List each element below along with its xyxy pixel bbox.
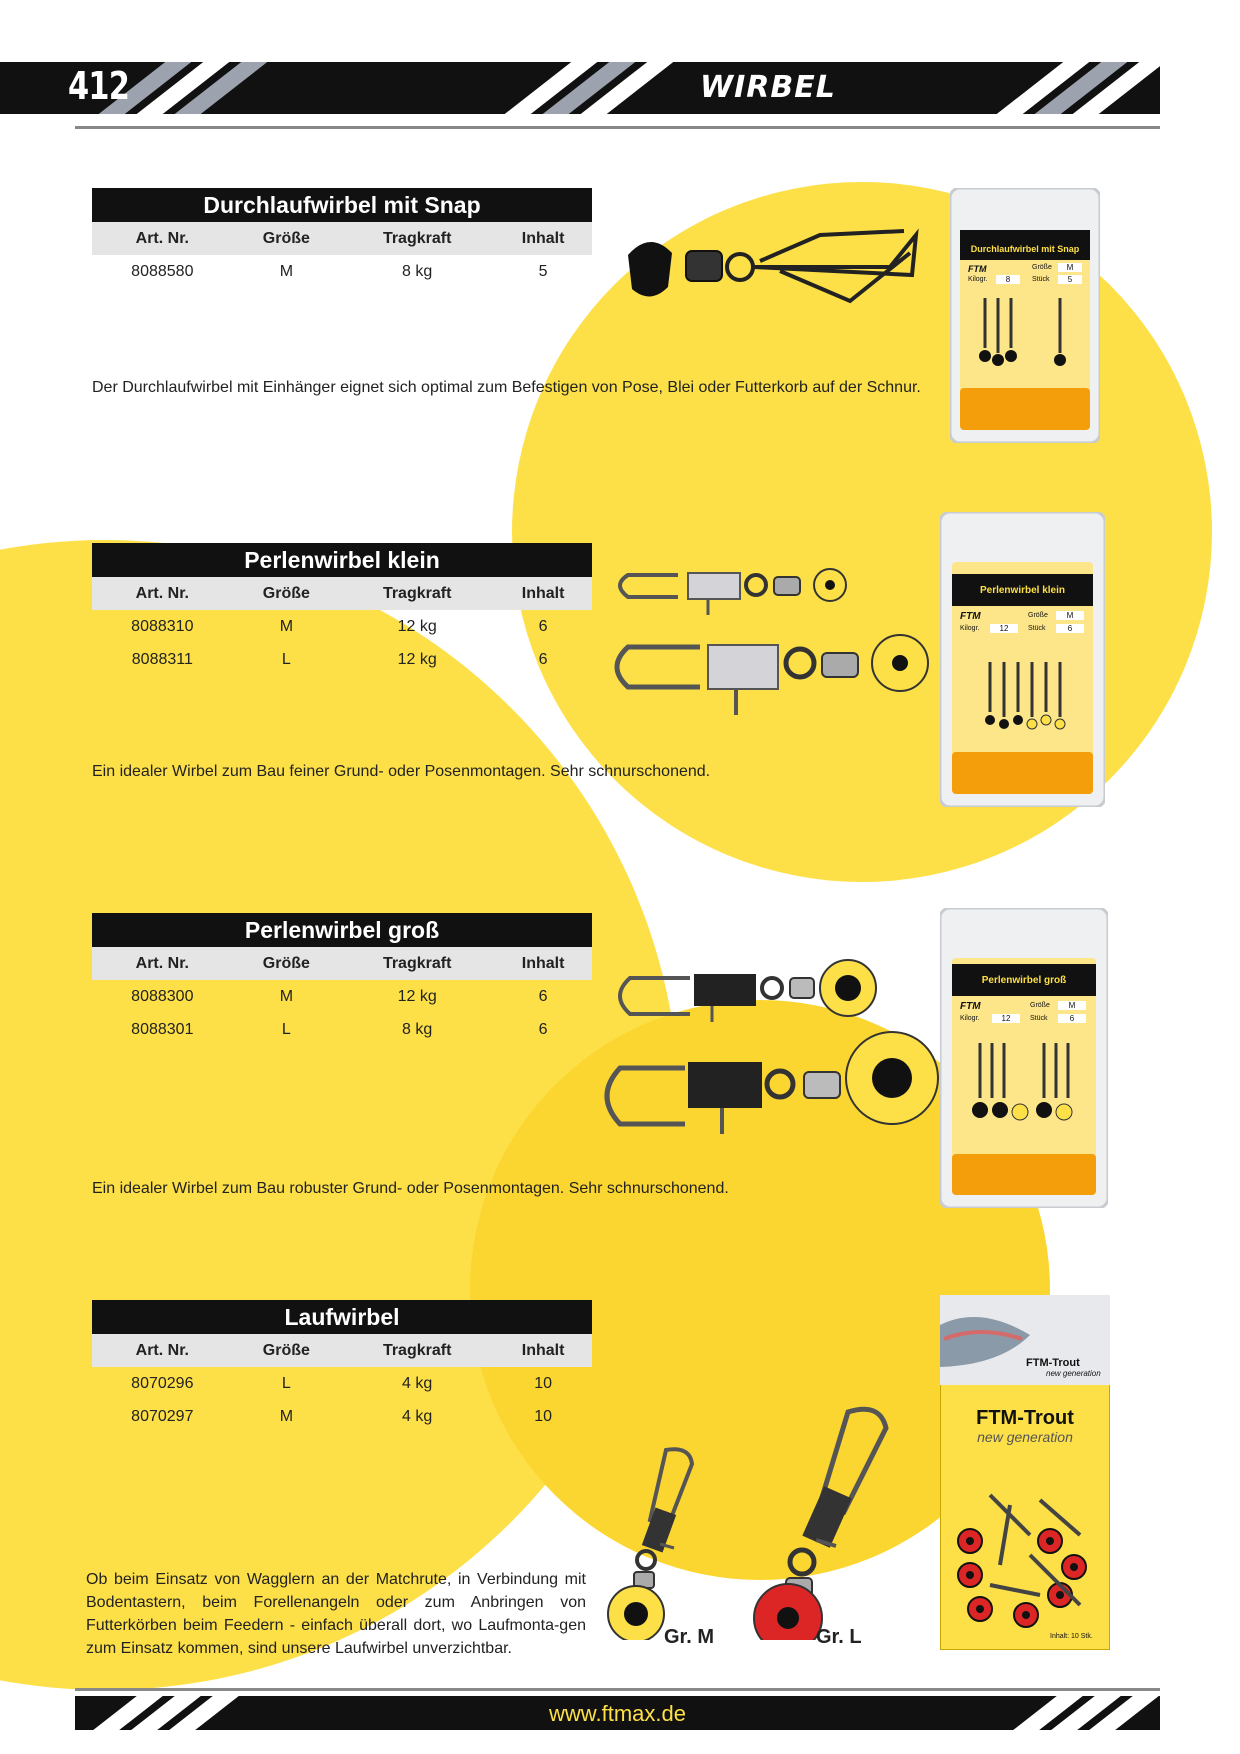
package-brand: FTM <box>960 1001 981 1012</box>
cell-groesse: M <box>279 987 294 1005</box>
col-header-art-nr: Art. Nr. <box>92 222 233 255</box>
cell-tragkraft: 8 kg <box>402 262 433 280</box>
package-count: 6 <box>1058 1014 1086 1023</box>
cell-art-nr: 8088310 <box>131 617 194 635</box>
spec-table <box>92 947 592 1046</box>
table-row <box>92 610 592 643</box>
package-kg: 12 <box>990 624 1018 633</box>
table-header-row <box>92 222 592 255</box>
cell-groesse: L <box>281 1374 291 1392</box>
package-blister <box>940 908 1108 1208</box>
package-brand: FTM <box>968 264 987 274</box>
package-blister <box>950 188 1100 443</box>
perlenwirbel-gross-package <box>940 908 1108 1208</box>
col-header-tragkraft: Tragkraft <box>340 577 494 610</box>
package-size: M <box>1058 263 1082 272</box>
package-label: Perlenwirbel groß <box>981 975 1067 986</box>
perlenwirbel-klein-package <box>940 512 1105 807</box>
cell-art-nr: 8070297 <box>131 1407 194 1425</box>
package-kg-label: Kilogr. <box>960 625 980 632</box>
section-perlenwirbel-gross <box>92 913 592 1046</box>
section-description: Der Durchlaufwirbel mit Einhänger eignet sich optimal zum Befestigen von Pose, Blei oder Futterkorb auf der Schnur. <box>92 379 921 396</box>
cell-art-nr: 8088580 <box>131 262 194 280</box>
col-header-inhalt: Inhalt <box>494 222 592 255</box>
package-count: 5 <box>1058 275 1082 284</box>
col-header-tragkraft: Tragkraft <box>340 947 494 980</box>
table-header-row <box>92 947 592 980</box>
table-row <box>92 643 592 676</box>
col-header-tragkraft: Tragkraft <box>340 1334 494 1367</box>
section-title: Perlenwirbel groß <box>92 913 592 947</box>
section-title: Perlenwirbel klein <box>92 543 592 577</box>
durchlaufwirbel-photo <box>620 205 950 315</box>
section-title: Durchlaufwirbel mit Snap <box>92 188 592 222</box>
package-label: Perlenwirbel klein <box>979 585 1066 596</box>
cell-inhalt: 10 <box>534 1407 553 1425</box>
col-header-inhalt: Inhalt <box>494 577 592 610</box>
cell-inhalt: 10 <box>534 1374 553 1392</box>
spec-table <box>92 1334 592 1433</box>
cell-inhalt: 5 <box>538 262 548 280</box>
col-header-groesse: Größe <box>233 577 340 610</box>
cell-art-nr: 8070296 <box>131 1374 194 1392</box>
laufwirbel-l-photo <box>740 1400 930 1640</box>
cell-tragkraft: 12 kg <box>397 987 437 1005</box>
laufwirbel-package <box>940 1295 1110 1650</box>
package-size: M <box>1058 1001 1086 1010</box>
section-durchlaufwirbel <box>92 188 592 288</box>
caption-gr-l: Gr. L <box>816 1626 862 1648</box>
cell-inhalt: 6 <box>538 617 548 635</box>
cell-groesse: L <box>281 1020 291 1038</box>
section-laufwirbel <box>92 1300 592 1433</box>
package-label: Durchlaufwirbel mit Snap <box>970 244 1080 254</box>
package-card <box>940 1295 1110 1650</box>
col-header-art-nr: Art. Nr. <box>92 947 233 980</box>
cell-groesse: L <box>281 650 291 668</box>
laufwirbel-m-photo <box>596 1440 746 1640</box>
header-rule <box>75 126 1160 129</box>
package-count: 6 <box>1056 624 1084 633</box>
cell-art-nr: 8088301 <box>131 1020 194 1038</box>
package-size-label: Größe <box>1028 612 1048 619</box>
cell-tragkraft: 8 kg <box>402 1020 433 1038</box>
section-title: Laufwirbel <box>92 1300 592 1334</box>
col-header-art-nr: Art. Nr. <box>92 1334 233 1367</box>
cell-inhalt: 6 <box>538 1020 548 1038</box>
cell-inhalt: 6 <box>538 650 548 668</box>
package-kg-label: Kilogr. <box>968 276 988 283</box>
section-description: Ein idealer Wirbel zum Bau robuster Grund- oder Posenmontagen. Sehr schnurschonend. <box>92 1180 729 1197</box>
package-count-label: Stück <box>1030 1015 1048 1022</box>
package-brand-small: FTM-Trout <box>1026 1357 1080 1369</box>
package-blister <box>940 512 1105 807</box>
col-header-inhalt: Inhalt <box>494 947 592 980</box>
col-header-groesse: Größe <box>233 1334 340 1367</box>
col-header-art-nr: Art. Nr. <box>92 577 233 610</box>
durchlaufwirbel-package <box>950 188 1100 443</box>
cell-tragkraft: 12 kg <box>397 650 437 668</box>
cell-groesse: M <box>279 617 294 635</box>
footer-url[interactable]: www.ftmax.de <box>549 1701 686 1726</box>
package-size: M <box>1056 611 1084 620</box>
package-brand: FTM-Trout <box>976 1407 1074 1429</box>
package-brand: FTM <box>960 611 981 622</box>
package-content: Inhalt: 10 Stk. <box>1050 1633 1093 1640</box>
cell-art-nr: 8088300 <box>131 987 194 1005</box>
cell-tragkraft: 4 kg <box>402 1374 433 1392</box>
footer-rule <box>75 1688 1160 1691</box>
col-header-inhalt: Inhalt <box>494 1334 592 1367</box>
col-header-tragkraft: Tragkraft <box>340 222 494 255</box>
cell-tragkraft: 12 kg <box>397 617 437 635</box>
perlenwirbel-klein-photo <box>608 555 938 725</box>
section-description: Ob beim Einsatz von Wagglern an der Matchrute, in Verbindung mit Bodentastern, beim Forellenangeln oder zum Anbringen von Futterkörben beim Feedern - einfach überall dort, wo Laufmonta-gen zum Einsatz kommen, sind unsere Laufwirbel unverzichtbar. <box>86 1571 586 1657</box>
section-description: Ein idealer Wirbel zum Bau feiner Grund- oder Posenmontagen. Sehr schnurschonend. <box>92 763 711 780</box>
package-size-label: Größe <box>1032 264 1052 271</box>
page-title: WIRBEL <box>700 70 836 105</box>
perlenwirbel-gross-photo <box>600 948 945 1143</box>
package-kg: 12 <box>992 1014 1020 1023</box>
table-row <box>92 1400 592 1433</box>
package-sub: new generation <box>977 1429 1073 1445</box>
package-kg: 8 <box>996 275 1020 284</box>
spec-table <box>92 222 592 288</box>
package-count-label: Stück <box>1028 625 1046 632</box>
table-header-row <box>92 1334 592 1367</box>
page-header <box>0 62 1160 114</box>
package-count-label: Stück <box>1032 276 1050 283</box>
cell-groesse: M <box>279 1407 294 1425</box>
table-row <box>92 255 592 288</box>
caption-gr-m: Gr. M <box>664 1626 715 1648</box>
cell-tragkraft: 4 kg <box>402 1407 433 1425</box>
package-sub-small: new generation <box>1046 1369 1101 1378</box>
section-perlenwirbel-klein <box>92 543 592 676</box>
package-size-label: Größe <box>1030 1002 1050 1009</box>
table-header-row <box>92 577 592 610</box>
table-row <box>92 1367 592 1400</box>
col-header-groesse: Größe <box>233 222 340 255</box>
table-row <box>92 980 592 1013</box>
cell-groesse: M <box>279 262 294 280</box>
package-kg-label: Kilogr. <box>960 1015 980 1022</box>
page-footer <box>75 1696 1160 1730</box>
table-row <box>92 1013 592 1046</box>
page-number: 412 <box>68 64 130 108</box>
cell-inhalt: 6 <box>538 987 548 1005</box>
col-header-groesse: Größe <box>233 947 340 980</box>
spec-table <box>92 577 592 676</box>
cell-art-nr: 8088311 <box>131 650 193 668</box>
